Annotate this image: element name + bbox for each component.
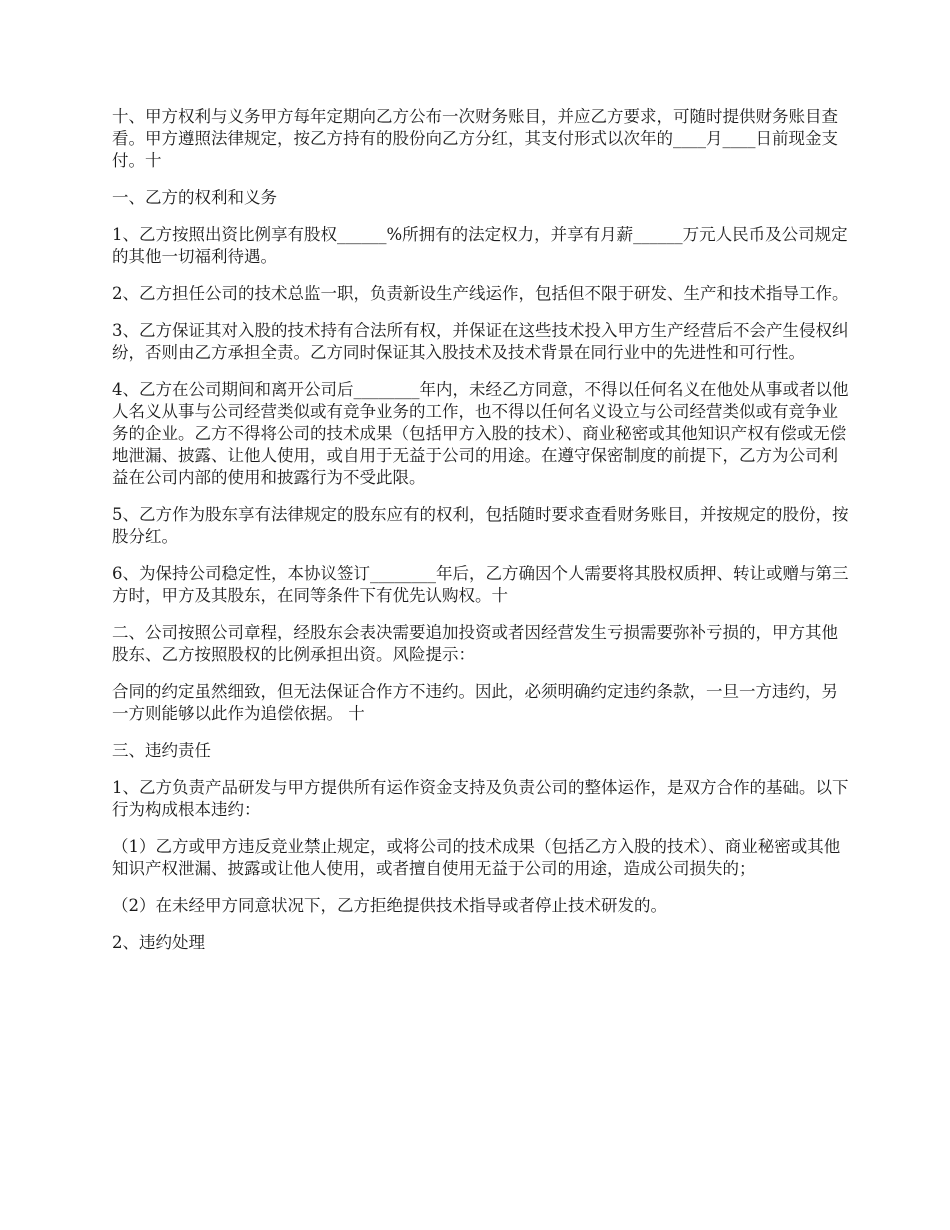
section-breach-heading: 三、违约责任: [112, 741, 211, 760]
document-body: [112, 106, 852, 969]
breach-item-1: 1、乙方负责产品研发与甲方提供所有运作资金支持及负责公司的整体运作，是双方合作的基础。以下行为构成根本违约：: [112, 778, 849, 819]
clause-additional-investment: 二、公司按照公司章程，经股东会表决需要追加投资或者因经营发生亏损需要弥补亏损的，甲方其他股东、乙方按照股权的比例承担出资。风险提示：: [112, 623, 838, 664]
party-b-item-4: 4、乙方在公司期间和离开公司后________年内，未经乙方同意，不得以任何名义在他处从事或者以他人名义从事与公司经营类似或有竞争业务的工作，也不得以任何名义设立与公司经营类似或有竞争业务的企业。乙方不得将公司的技术成果（包括甲方入股的技术）、商业秘密或其他知识产权有偿或无偿地泄漏、披露、让他人使用，或自用于无益于公司的用途。在遵守保密制度的前提下，乙方为公司利益在公司内部的使用和披露行为不受此限。: [112, 380, 849, 487]
section-party-b-rights-heading: 一、乙方的权利和义务: [112, 188, 277, 207]
clause-ten-party-a-rights: 十、甲方权利与义务甲方每年定期向乙方公布一次财务账目，并应乙方要求，可随时提供财务账目查看。甲方遵照法律规定，按乙方持有的股份向乙方分红，其支付形式以次年的____月____日前现金支付。十: [112, 107, 838, 170]
breach-subitem-1: （1）乙方或甲方违反竞业禁止规定，或将公司的技术成果（包括乙方入股的技术）、商业秘密或其他知识产权泄漏、披露或让他人使用，或者擅自使用无益于公司的用途，造成公司损失的；: [112, 837, 841, 878]
breach-item-2-heading: 2、违约处理: [112, 933, 205, 952]
breach-subitem-2: （2）在未经甲方同意状况下，乙方拒绝提供技术指导或者停止技术研发的。: [112, 896, 667, 915]
party-b-item-6: 6、为保持公司稳定性，本协议签订________年后，乙方确因个人需要将其股权质押、转让或赠与第三方时，甲方及其股东，在同等条件下有优先认购权。十: [112, 564, 849, 605]
party-b-item-5: 5、乙方作为股东享有法律规定的股东应有的权利，包括随时要求查看财务账目，并按规定的股份，按股分红。: [112, 505, 849, 546]
party-b-item-3: 3、乙方保证其对入股的技术持有合法所有权，并保证在这些技术投入甲方生产经营后不会产生侵权纠纷，否则由乙方承担全责。乙方同时保证其入股技术及技术背景在同行业中的先进性和可行性。: [112, 321, 849, 362]
risk-note: 合同的约定虽然细致，但无法保证合作方不违约。因此，必须明确约定违约条款，一旦一方违约，另一方则能够以此作为追偿依据。 十: [112, 682, 838, 723]
party-b-item-2: 2、乙方担任公司的技术总监一职，负责新设生产线运作，包括但不限于研发、生产和技术指导工作。: [112, 284, 849, 303]
party-b-item-1: 1、乙方按照出资比例享有股权______%所拥有的法定权力，并享有月薪______万元人民币及公司规定的其他一切福利待遇。: [112, 225, 848, 266]
